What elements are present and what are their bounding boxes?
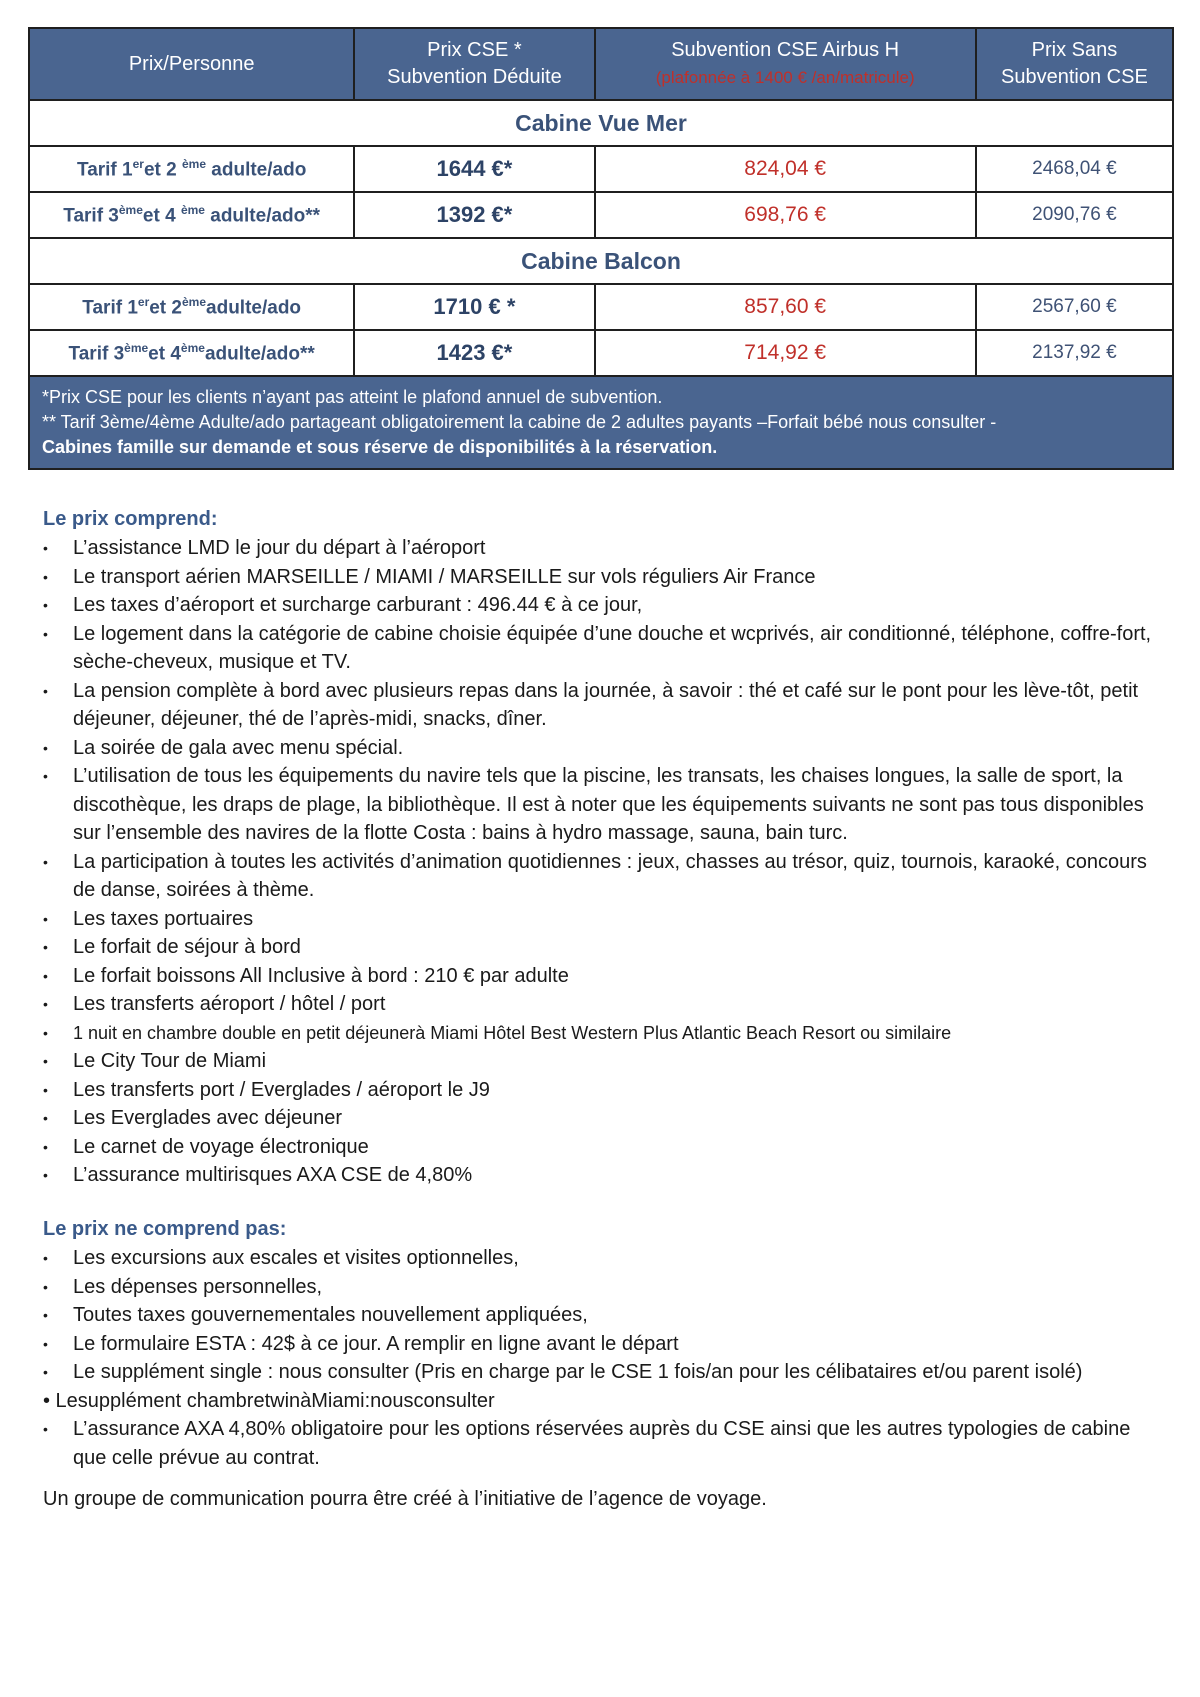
bullet-icon: • bbox=[43, 1335, 48, 1352]
header-prix-sans-subvention bbox=[976, 28, 1173, 100]
bullet-icon: • bbox=[43, 1024, 48, 1041]
table-row bbox=[29, 284, 1173, 330]
subvention-amount: 857,60 € bbox=[595, 284, 976, 330]
list-item: • L’utilisation de tous les équipements du navire tels que la piscine, les transats, les chaises longues, la salle de sport, la discothèque, les draps de plage, la bibliothèque. Il est à noter que les équipements suivants ne sont pas tous disponibles sur l’ensemble des navires de la flotte Costa : bains à hydro massage, sauna, bain turc. bbox=[43, 762, 1168, 848]
list-item: • Lesupplément chambretwinàMiami:nousconsulter bbox=[43, 1389, 495, 1412]
list-item: • L’assurance multirisques AXA CSE de 4,80% bbox=[43, 1161, 1168, 1190]
bullet-icon: • bbox=[43, 1250, 48, 1266]
bullet-icon: • bbox=[43, 939, 48, 955]
section-row-vue-mer bbox=[29, 100, 1173, 146]
price-cse: 1710 € * bbox=[354, 284, 594, 330]
price-full: 2567,60 € bbox=[976, 284, 1173, 330]
list-item: • Les Everglades avec déjeuner bbox=[43, 1104, 1168, 1133]
price-full: 2137,92 € bbox=[976, 330, 1173, 376]
note-line-2: ** Tarif 3ème/4ème Adulte/ado partageant obligatoirement la cabine de 2 adultes payants –Forfait bébé nous consulter - bbox=[42, 412, 997, 432]
list-item: • Le carnet de voyage électronique bbox=[43, 1133, 1168, 1162]
price-cse: 1644 €* bbox=[354, 146, 594, 192]
header-prix-cse-line1: Prix CSE * bbox=[427, 39, 522, 61]
includes-list bbox=[43, 534, 1168, 1190]
bullet-icon: • bbox=[43, 682, 48, 699]
header-subvention-line1: Subvention CSE Airbus H bbox=[671, 39, 900, 61]
bullet-icon: • bbox=[43, 1110, 48, 1126]
bullet-icon: • bbox=[43, 1081, 48, 1098]
bullet-icon: • bbox=[43, 1278, 48, 1295]
price-table bbox=[28, 27, 1174, 470]
list-item: • La pension complète à bord avec plusieurs repas dans la journée, à savoir : thé et café sur le pont pour les lève-tôt, petit déjeuner, déjeuner, thé de l’après-midi, snacks, dîner. bbox=[43, 677, 1168, 734]
price-full: 2468,04 € bbox=[976, 146, 1173, 192]
list-item: • Les excursions aux escales et visites optionnelles, bbox=[43, 1244, 1168, 1273]
header-prix-cse bbox=[354, 28, 594, 100]
excludes-list bbox=[43, 1244, 1168, 1472]
header-subvention-cap: (plafonnée à 1400 € /an/matricule) bbox=[655, 68, 915, 87]
note-line-3: Cabines famille sur demande et sous réserve de disponibilités à la réservation. bbox=[42, 437, 718, 457]
row-label: Tarif 3èmeet 4 $^{ème}$ adulte/ado** bbox=[29, 192, 354, 238]
table-row bbox=[29, 146, 1173, 192]
subvention-amount: 698,76 € bbox=[595, 192, 976, 238]
bullet-icon: • bbox=[43, 910, 48, 927]
list-item: • Le formulaire ESTA : 42$ à ce jour. A remplir en ligne avant le départ bbox=[43, 1330, 1168, 1359]
bullet-icon: • bbox=[43, 625, 48, 642]
list-item: • Le transport aérien MARSEILLE / MIAMI / MARSEILLE sur vols réguliers Air France bbox=[43, 563, 1168, 592]
section-title: Cabine Balcon bbox=[29, 238, 1173, 284]
price-cse: 1392 €* bbox=[354, 192, 594, 238]
table-notes bbox=[29, 376, 1173, 469]
bullet-icon: • bbox=[43, 568, 48, 585]
list-item: • 1 nuit en chambre double en petit déjeunerà Miami Hôtel Best Western Plus Atlantic Beach Resort ou similaire bbox=[43, 1019, 1168, 1048]
list-item: • La soirée de gala avec menu spécial. bbox=[43, 734, 1168, 763]
list-item: • Le forfait boissons All Inclusive à bord : 210 € par adulte bbox=[43, 962, 1168, 991]
bullet-icon: • bbox=[43, 540, 48, 556]
table-row bbox=[29, 192, 1173, 238]
table-row bbox=[29, 330, 1173, 376]
bullet-icon: • bbox=[43, 1138, 48, 1155]
bullet-icon: • bbox=[43, 1421, 48, 1437]
row-label: Tarif 3èmeet 4èmeadulte/ado** bbox=[29, 330, 354, 376]
list-item: • Le supplément single : nous consulter (Pris en charge par le CSE 1 fois/an pour les célibataires et/ou parent isolé) bbox=[43, 1358, 1168, 1387]
list-item: • Le City Tour de Miami bbox=[43, 1047, 1168, 1076]
note-line-1: *Prix CSE pour les clients n’ayant pas atteint le plafond annuel de subvention. bbox=[42, 387, 663, 407]
section-title: Cabine Vue Mer bbox=[29, 100, 1173, 146]
bullet-icon: • bbox=[43, 1053, 48, 1069]
list-item: • Les transferts aéroport / hôtel / port bbox=[43, 990, 1168, 1019]
row-label: Tarif 1eret 2èmeadulte/ado bbox=[29, 284, 354, 330]
list-item: • Les transferts port / Everglades / aéroport le J9 bbox=[43, 1076, 1168, 1105]
list-item: • Toutes taxes gouvernementales nouvellement appliquées, bbox=[43, 1301, 1168, 1330]
price-full: 2090,76 € bbox=[976, 192, 1173, 238]
header-prix-sans-line2: Subvention CSE bbox=[1001, 66, 1148, 88]
header-subvention bbox=[595, 28, 976, 100]
bullet-icon: • bbox=[43, 853, 48, 870]
table-header-row bbox=[29, 28, 1173, 100]
bullet-icon: • bbox=[43, 768, 48, 784]
list-item: • La participation à toutes les activités d’animation quotidiennes : jeux, chasses au trésor, quiz, tournois, karaoké, concours de danse, soirées à thème. bbox=[43, 848, 1168, 905]
subvention-amount: 714,92 € bbox=[595, 330, 976, 376]
includes-title: Le prix comprend: bbox=[43, 508, 218, 530]
row-label: Tarif 1eret 2 $^{ème}$ adulte/ado bbox=[29, 146, 354, 192]
bullet-icon: • bbox=[43, 1167, 48, 1183]
bullet-icon: • bbox=[43, 597, 48, 613]
list-item: • L’assurance AXA 4,80% obligatoire pour les options réservées auprès du CSE ainsi que les autres typologies de cabine que celle prévue au contrat. bbox=[43, 1415, 1168, 1472]
list-item: • L’assistance LMD le jour du départ à l’aéroport bbox=[43, 534, 1168, 563]
bullet-icon: • bbox=[43, 1307, 48, 1323]
header-prix-personne: Prix/Personne bbox=[29, 28, 354, 100]
header-prix-cse-line2: Subvention Déduite bbox=[387, 66, 562, 88]
subvention-amount: 824,04 € bbox=[595, 146, 976, 192]
footer-note: Un groupe de communication pourra être créé à l’initiative de l’agence de voyage. bbox=[43, 1488, 767, 1510]
list-item: • Le logement dans la catégorie de cabine choisie équipée d’une douche et wcprivés, air conditionné, téléphone, coffre-fort, sèche-cheveux, musique et TV. bbox=[43, 620, 1168, 677]
bullet-icon: • bbox=[43, 1364, 48, 1380]
list-item: • Les taxes portuaires bbox=[43, 905, 1168, 934]
excludes-title: Le prix ne comprend pas: bbox=[43, 1218, 287, 1240]
bullet-icon: • bbox=[43, 739, 48, 756]
section-row-balcon bbox=[29, 238, 1173, 284]
header-prix-sans-line1: Prix Sans bbox=[1031, 39, 1118, 61]
bullet-icon: • bbox=[43, 967, 48, 984]
table-notes-row bbox=[29, 376, 1173, 469]
list-item: • Les taxes d’aéroport et surcharge carburant : 496.44 € à ce jour, bbox=[43, 591, 1168, 620]
list-item: • Le forfait de séjour à bord bbox=[43, 933, 1168, 962]
price-cse: 1423 €* bbox=[354, 330, 594, 376]
list-item: • Les dépenses personnelles, bbox=[43, 1273, 1168, 1302]
bullet-icon: • bbox=[43, 996, 48, 1012]
